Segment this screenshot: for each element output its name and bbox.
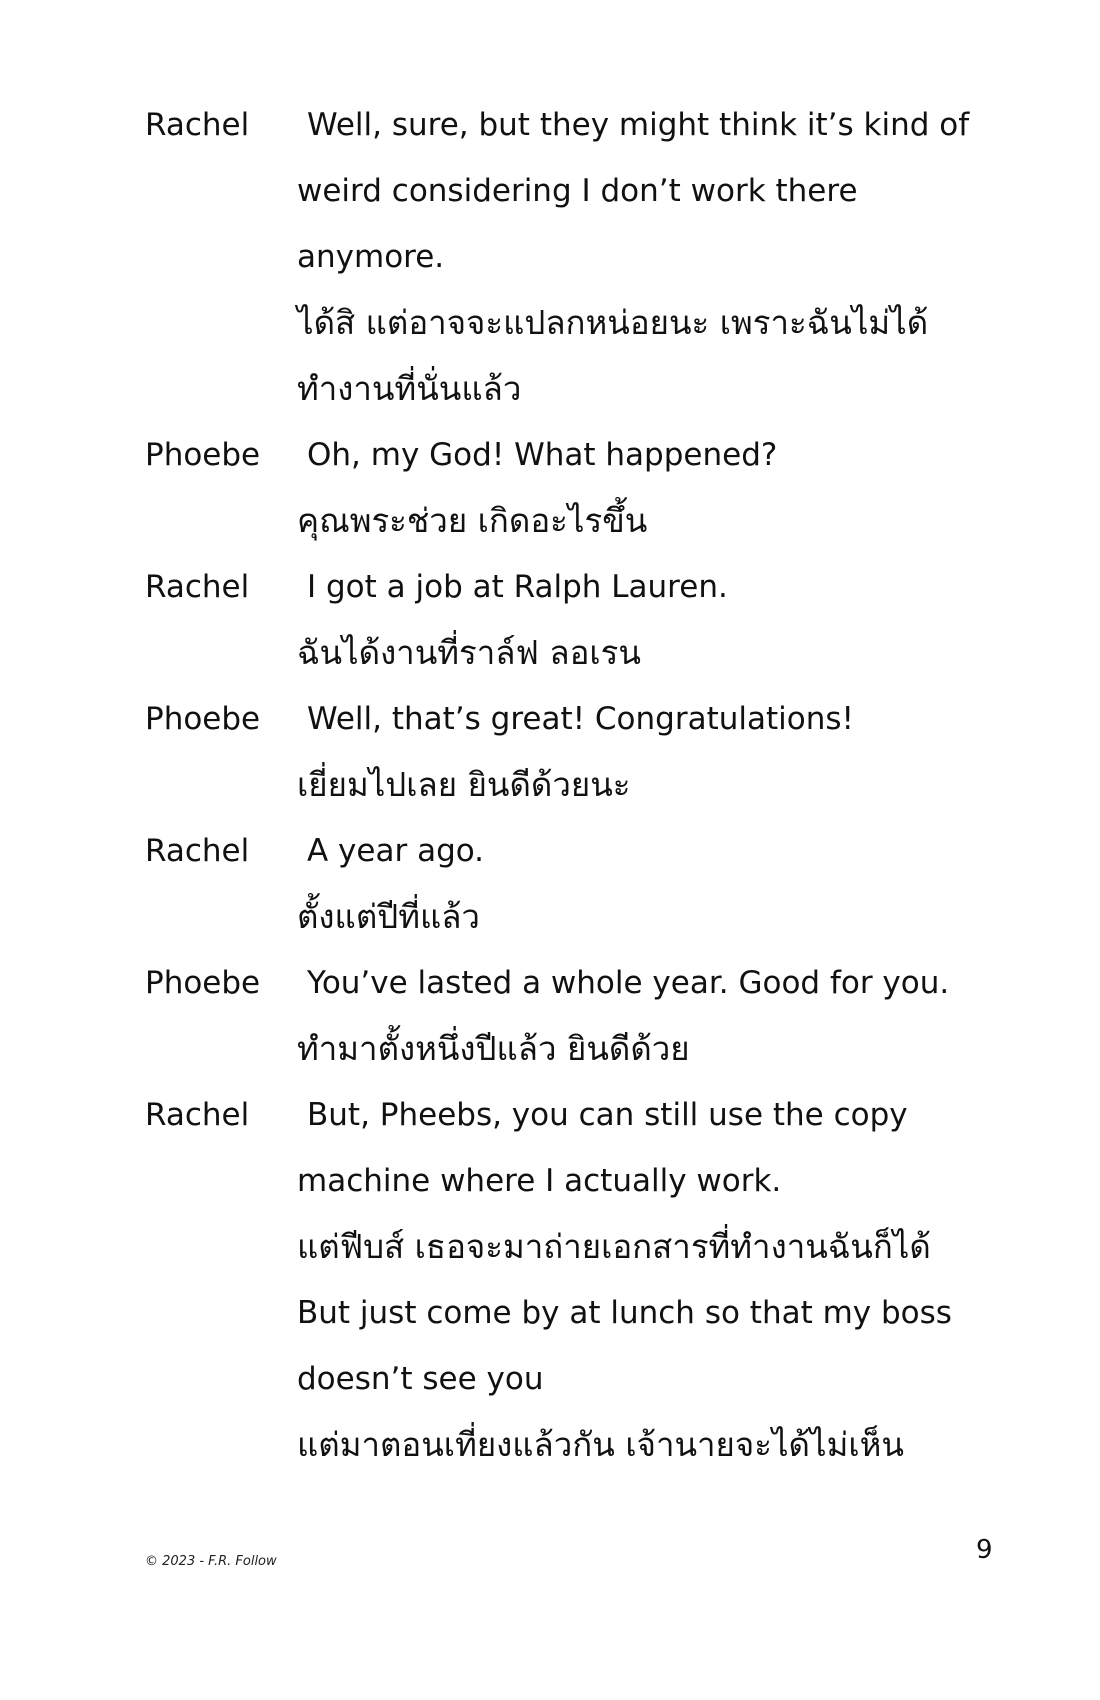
turn-lines xyxy=(297,92,1025,422)
thai-translation-line: ได้สิ แต่อาจจะแปลกหน่อยนะ เพราะฉันไม่ได้ xyxy=(297,303,929,342)
turn-lines xyxy=(297,686,1025,818)
dialogue-turn xyxy=(145,950,1025,1082)
speaker-name: Rachel xyxy=(145,833,250,869)
thai-translation-line: แต่มาตอนเที่ยงแล้วกัน เจ้านายจะได้ไม่เห็น xyxy=(297,1425,904,1464)
english-dialogue-line: I got a job at Ralph Lauren. xyxy=(307,569,728,605)
english-dialogue-line: But just come by at lunch so that my boss xyxy=(297,1295,952,1331)
turn-lines xyxy=(297,818,1025,950)
turn-lines xyxy=(297,554,1025,686)
english-dialogue-line: machine where I actually work. xyxy=(297,1163,782,1199)
english-dialogue-line: anymore. xyxy=(297,239,445,275)
english-dialogue-line: A year ago. xyxy=(307,833,485,869)
thai-translation-line: คุณพระช่วย เกิดอะไรขึ้น xyxy=(297,501,648,540)
speaker-name: Phoebe xyxy=(145,437,261,473)
turn-lines xyxy=(297,1082,1025,1478)
english-dialogue-line: Well, that’s great! Congratulations! xyxy=(307,701,854,737)
english-dialogue-line: You’ve lasted a whole year. Good for you. xyxy=(307,965,950,1001)
dialogue-turn xyxy=(145,422,1025,554)
speaker-name: Phoebe xyxy=(145,965,261,1001)
thai-translation-line: ทำมาตั้งหนึ่งปีแล้ว ยินดีด้วย xyxy=(297,1029,690,1068)
speaker-name: Phoebe xyxy=(145,701,261,737)
dialogue-turn xyxy=(145,92,1025,422)
dialogue-turn xyxy=(145,1082,1025,1478)
dialogue-turn xyxy=(145,818,1025,950)
thai-translation-line: ฉันได้งานที่ราล์ฟ ลอเรน xyxy=(297,633,641,672)
thai-translation-line: ทำงานที่นั่นแล้ว xyxy=(297,369,522,408)
speaker-name: Rachel xyxy=(145,569,250,605)
copyright-notice: © 2023 - F.R. Follow xyxy=(145,1554,277,1569)
dialogue-turn xyxy=(145,686,1025,818)
turn-lines xyxy=(297,422,1025,554)
speaker-name: Rachel xyxy=(145,1097,250,1133)
dialogue-turn xyxy=(145,554,1025,686)
page-number: 9 xyxy=(976,1535,993,1565)
dialogue-script xyxy=(145,92,1025,1478)
english-dialogue-line: But, Pheebs, you can still use the copy xyxy=(307,1097,908,1133)
english-dialogue-line: Well, sure, but they might think it’s kind of xyxy=(307,107,970,143)
thai-translation-line: เยี่ยมไปเลย ยินดีด้วยนะ xyxy=(297,765,631,804)
thai-translation-line: ตั้งแต่ปีที่แล้ว xyxy=(297,897,480,936)
english-dialogue-line: weird considering I don’t work there xyxy=(297,173,858,209)
thai-translation-line: แต่ฟีบส์ เธอจะมาถ่ายเอกสารที่ทำงานฉันก็ได้ xyxy=(297,1227,931,1266)
turn-lines xyxy=(297,950,1025,1082)
english-dialogue-line: Oh, my God! What happened? xyxy=(307,437,778,473)
english-dialogue-line: doesn’t see you xyxy=(297,1361,544,1397)
speaker-name: Rachel xyxy=(145,107,250,143)
